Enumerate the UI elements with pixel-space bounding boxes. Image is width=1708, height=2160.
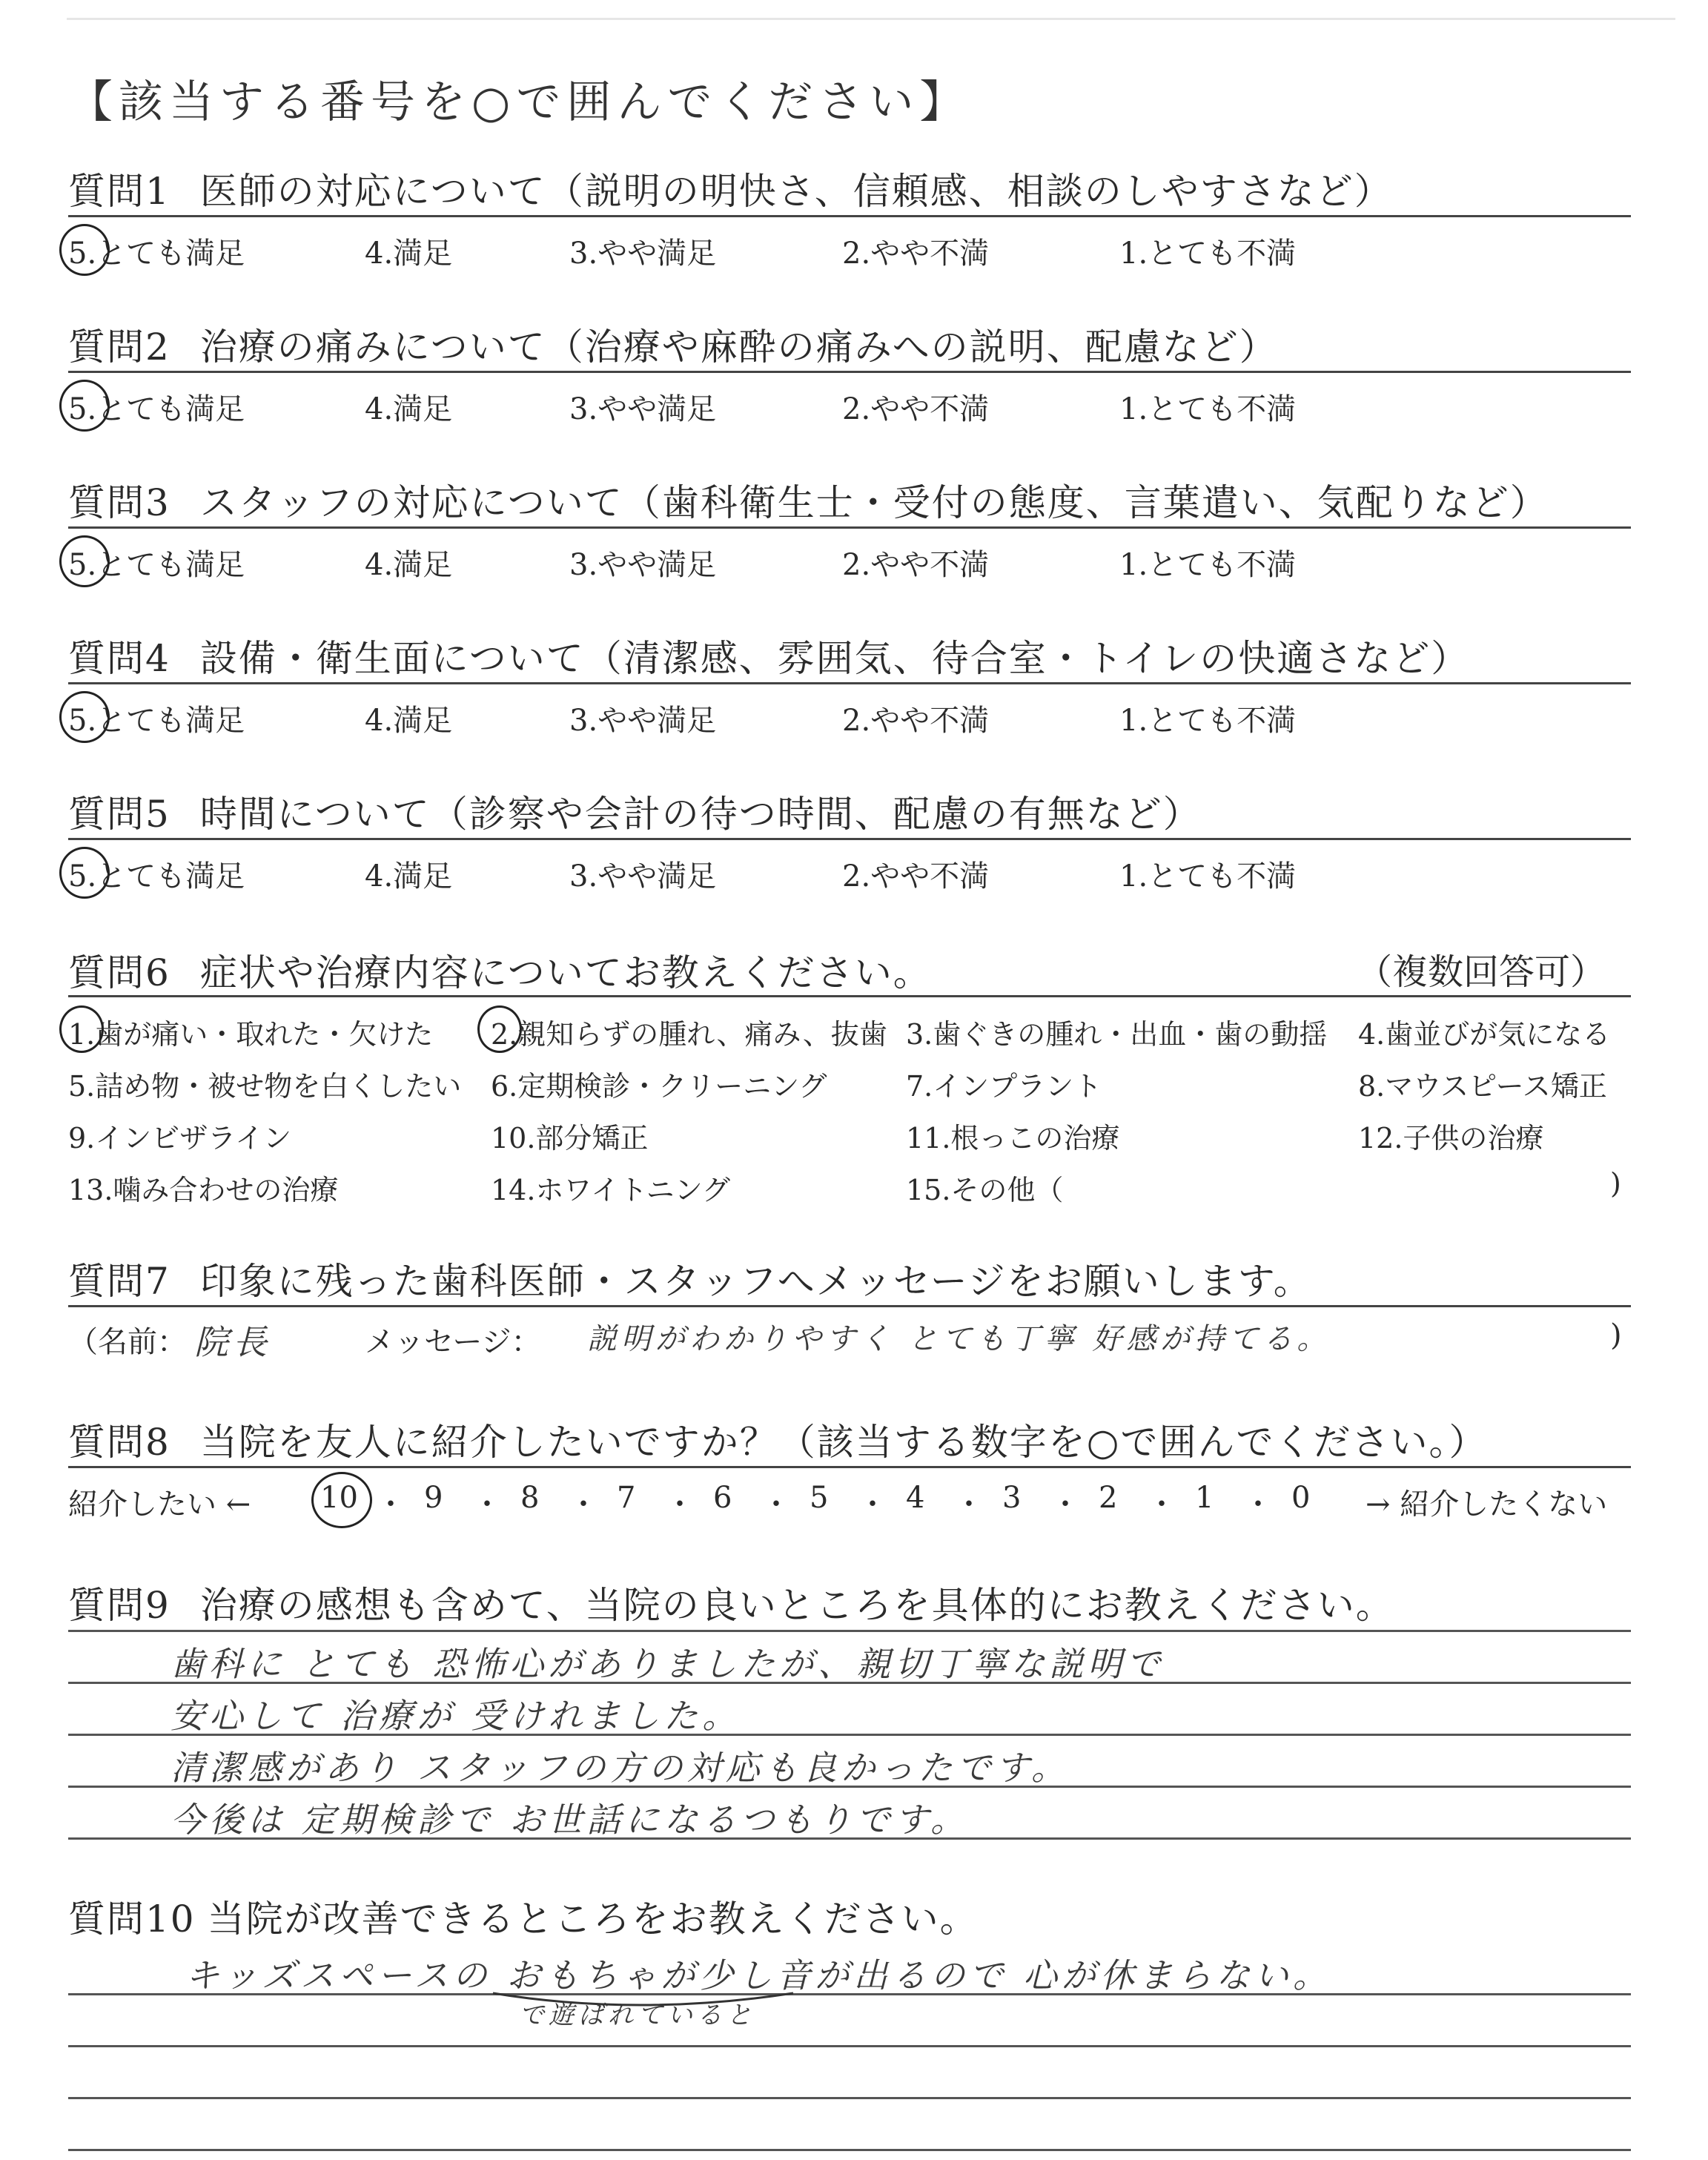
question-number: 質問1 xyxy=(68,170,171,213)
question-number: 質問3 xyxy=(68,481,171,524)
rating-option-5[interactable]: 5.とても満足 xyxy=(68,859,245,894)
selected-answer-circle xyxy=(59,380,110,432)
q9-answer-line-2: 安心して 治療が 受けれました。 xyxy=(171,1696,741,1736)
question-rule xyxy=(68,526,1631,529)
selected-answer-circle xyxy=(59,847,110,899)
rating-option-3[interactable]: 3.やや満足 xyxy=(569,237,717,271)
scale-value-5[interactable]: 5 xyxy=(810,1481,829,1515)
symptom-option-5[interactable]: 5.詰め物・被せ物を白くしたい xyxy=(68,1070,462,1103)
scale-separator: ・ xyxy=(569,1487,598,1522)
question-number: 質問5 xyxy=(68,793,171,836)
question-text: スタッフの対応について（歯科衛生士・受付の態度、言葉遣い、気配りなど） xyxy=(199,481,1549,524)
symptom-option-13[interactable]: 13.噛み合わせの治療 xyxy=(68,1174,339,1206)
answer-line xyxy=(68,2149,1631,2151)
question-text: 治療の感想も含めて、当院の良いところを具体的にお教えください。 xyxy=(199,1584,1394,1627)
rating-option-5[interactable]: 5.とても満足 xyxy=(68,392,245,426)
rating-option-4[interactable]: 4.満足 xyxy=(365,237,453,271)
question-text: 当院を友人に紹介したいですか？（該当する数字を○で囲んでください。） xyxy=(199,1421,1488,1464)
selected-score-circle xyxy=(311,1472,372,1528)
question-rule xyxy=(68,1305,1631,1307)
q9-answer-line-3: 清潔感があり スタッフの方の対応も良かったです。 xyxy=(171,1748,1070,1788)
symptom-option-15[interactable]: 15.その他（ xyxy=(906,1174,1064,1206)
top-border xyxy=(67,18,1675,20)
name-value: 院長 xyxy=(194,1322,271,1362)
question-10 xyxy=(68,1889,1631,1941)
symptom-option-8[interactable]: 8.マウスピース矯正 xyxy=(1358,1070,1607,1103)
question-5 xyxy=(68,785,1631,911)
question-text: 印象に残った歯科医師・スタッフへメッセージをお願いします。 xyxy=(199,1260,1312,1303)
rating-option-4[interactable]: 4.満足 xyxy=(365,392,453,426)
rating-option-3[interactable]: 3.やや満足 xyxy=(569,392,717,426)
question-2 xyxy=(68,317,1631,443)
question-4 xyxy=(68,629,1631,755)
scale-separator: ・ xyxy=(1050,1487,1080,1522)
q10-answer-line-1: キッズスペースの おもちゃが少し音が出るので 心が休まらない。 xyxy=(185,1955,1332,1995)
recommend-left-label: 紹介したい ← xyxy=(68,1487,251,1522)
rating-option-5[interactable]: 5.とても満足 xyxy=(68,548,245,582)
question-number: 質問2 xyxy=(68,326,171,369)
scale-separator: ・ xyxy=(1243,1487,1273,1522)
rating-option-1[interactable]: 1.とても不満 xyxy=(1119,859,1297,894)
selected-symptom-circle xyxy=(59,1005,104,1053)
scale-value-3[interactable]: 3 xyxy=(1002,1481,1022,1515)
question-number: 質問10 xyxy=(68,1898,196,1941)
scale-value-1[interactable]: 1 xyxy=(1195,1481,1214,1515)
question-text: 治療の痛みについて（治療や麻酔の痛みへの説明、配慮など） xyxy=(199,326,1278,369)
scale-separator: ・ xyxy=(858,1487,887,1522)
scale-value-8[interactable]: 8 xyxy=(520,1481,540,1515)
question-9 xyxy=(68,1576,1631,1628)
form-header: 【該当する番号を○で囲んでください】 xyxy=(68,76,970,128)
scale-separator: ・ xyxy=(761,1487,791,1522)
rating-option-1[interactable]: 1.とても不満 xyxy=(1119,237,1297,271)
scale-value-7[interactable]: 7 xyxy=(617,1481,636,1515)
message-value: 説明がわかりやすく とても丁寧 好感が持てる。 xyxy=(587,1322,1331,1356)
q9-answer-line-1: 歯科に とても 恐怖心がありましたが、親切丁寧な説明で xyxy=(171,1644,1165,1684)
multiple-answer-note: （複数回答可） xyxy=(1357,951,1606,993)
rating-option-1[interactable]: 1.とても不満 xyxy=(1119,704,1297,738)
selected-symptom-circle xyxy=(477,1005,522,1053)
symptom-option-9[interactable]: 9.インビザライン xyxy=(68,1122,292,1155)
rating-option-1[interactable]: 1.とても不満 xyxy=(1119,548,1297,582)
symptom-option-12[interactable]: 12.子供の治療 xyxy=(1358,1122,1544,1155)
rating-option-4[interactable]: 4.満足 xyxy=(365,704,453,738)
question-rule xyxy=(68,682,1631,684)
question-rule xyxy=(68,1466,1631,1468)
insert-bracket xyxy=(489,1987,801,2024)
question-rule xyxy=(68,995,1631,997)
symptom-option-11[interactable]: 11.根っこの治療 xyxy=(906,1122,1120,1155)
scale-separator: ・ xyxy=(954,1487,984,1522)
question-text: 当院が改善できるところをお教えください。 xyxy=(207,1898,979,1941)
rating-option-3[interactable]: 3.やや満足 xyxy=(569,859,717,894)
scale-value-4[interactable]: 4 xyxy=(906,1481,925,1515)
question-8 xyxy=(68,1413,1631,1524)
closing-paren: ) xyxy=(1610,1318,1622,1353)
rating-option-2[interactable]: 2.やや不満 xyxy=(842,237,990,271)
recommend-right-label: → 紹介したくない xyxy=(1366,1487,1608,1522)
question-number: 質問7 xyxy=(68,1260,171,1303)
scale-separator: ・ xyxy=(1147,1487,1176,1522)
rating-option-4[interactable]: 4.満足 xyxy=(365,859,453,894)
answer-line xyxy=(68,2097,1631,2099)
scale-value-0[interactable]: 0 xyxy=(1291,1481,1311,1515)
answer-line xyxy=(68,2045,1631,2047)
scale-separator: ・ xyxy=(376,1487,406,1522)
rating-option-5[interactable]: 5.とても満足 xyxy=(68,237,245,271)
question-7 xyxy=(68,1252,1631,1363)
other-closing-paren: ) xyxy=(1610,1167,1621,1200)
question-3 xyxy=(68,473,1631,599)
rating-option-2[interactable]: 2.やや不満 xyxy=(842,548,990,582)
scale-separator: ・ xyxy=(665,1487,695,1522)
symptom-option-1[interactable]: 1.歯が痛い・取れた・欠けた xyxy=(68,1018,434,1051)
recommend-scale xyxy=(320,1481,1336,1525)
question-number: 質問9 xyxy=(68,1584,171,1627)
rating-option-2[interactable]: 2.やや不満 xyxy=(842,859,990,894)
name-label: （名前： xyxy=(68,1325,187,1359)
rating-option-2[interactable]: 2.やや不満 xyxy=(842,704,990,738)
question-text: 医師の対応について（説明の明快さ、信頼感、相談のしやすさなど） xyxy=(199,170,1393,213)
question-6 xyxy=(68,943,1631,1225)
scale-separator: ・ xyxy=(472,1487,502,1522)
q9-answer-line-4: 今後は 定期検診で お世話になるつもりです。 xyxy=(171,1800,970,1840)
question-1 xyxy=(68,162,1631,288)
symptom-option-14[interactable]: 14.ホワイトニング xyxy=(491,1174,731,1206)
rating-option-1[interactable]: 1.とても不満 xyxy=(1119,392,1297,426)
question-number: 質問8 xyxy=(68,1421,171,1464)
symptom-option-7[interactable]: 7.インプラント xyxy=(906,1070,1102,1103)
rating-option-4[interactable]: 4.満足 xyxy=(365,548,453,582)
symptom-option-10[interactable]: 10.部分矯正 xyxy=(491,1122,649,1155)
symptom-option-3[interactable]: 3.歯ぐきの腫れ・出血・歯の動揺 xyxy=(906,1018,1328,1051)
selected-answer-circle xyxy=(59,691,110,743)
symptom-option-6[interactable]: 6.定期検診・クリーニング xyxy=(491,1070,827,1103)
rating-option-3[interactable]: 3.やや満足 xyxy=(569,548,717,582)
rating-option-3[interactable]: 3.やや満足 xyxy=(569,704,717,738)
selected-answer-circle xyxy=(59,535,110,587)
question-text: 時間について（診察や会計の待つ時間、配慮の有無など） xyxy=(199,793,1202,836)
question-rule xyxy=(68,371,1631,373)
question-rule xyxy=(68,838,1631,840)
message-label: メッセージ： xyxy=(365,1325,541,1359)
scale-value-2[interactable]: 2 xyxy=(1099,1481,1118,1515)
symptom-option-2[interactable]: 2.親知らずの腫れ、痛み、抜歯 xyxy=(491,1018,887,1051)
question-number: 質問6 xyxy=(68,951,171,994)
symptom-option-4[interactable]: 4.歯並びが気になる xyxy=(1358,1018,1611,1051)
scale-value-10[interactable]: 10 xyxy=(320,1481,358,1515)
scale-value-6[interactable]: 6 xyxy=(713,1481,732,1515)
selected-answer-circle xyxy=(59,224,110,276)
scale-value-9[interactable]: 9 xyxy=(424,1481,443,1515)
rating-option-5[interactable]: 5.とても満足 xyxy=(68,704,245,738)
answer-line xyxy=(68,1630,1631,1632)
question-text: 症状や治療内容についてお教えください。 xyxy=(199,951,932,994)
q10-answer-insert: で遊ばれていると xyxy=(519,2001,756,2030)
rating-option-2[interactable]: 2.やや不満 xyxy=(842,392,990,426)
question-number: 質問4 xyxy=(68,637,171,680)
question-text: 設備・衛生面について（清潔感、雰囲気、待合室・トイレの快適さなど） xyxy=(199,637,1470,680)
question-rule xyxy=(68,215,1631,217)
